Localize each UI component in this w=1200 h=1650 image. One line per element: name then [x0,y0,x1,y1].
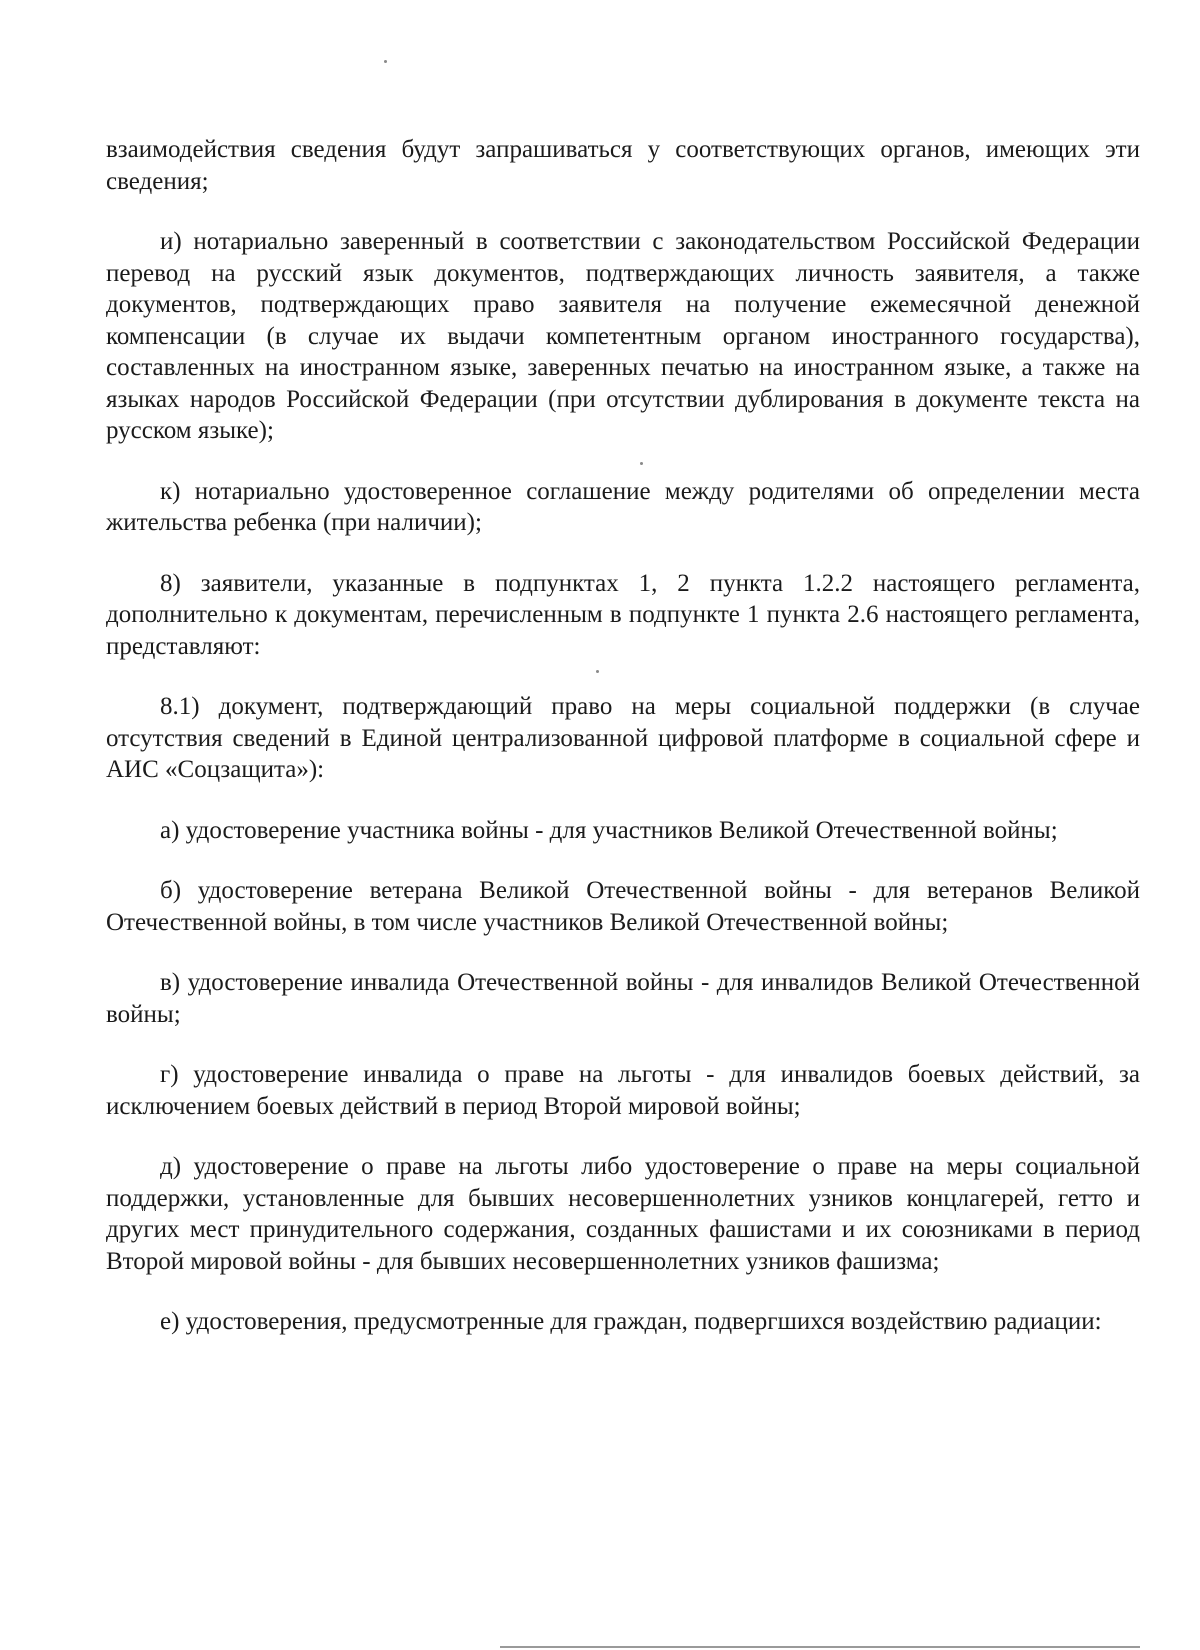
paragraph-item-8-1: 8.1) документ, подтверждающий право на меры социальной поддержки (в случае отсутствия сведений в Единой централизованной цифровой платформе в социальной сфере и АИС «Соцзащита»): [106,693,1140,783]
paragraph-continuation: взаимодействия сведения будут запрашиваться у соответствующих органов, имеющих эти сведения; [106,136,1140,195]
scan-speck [384,60,387,63]
paragraph-item-i: и) нотариально заверенный в соответствии с законодательством Российской Федерации перевод на русский язык документов, подтверждающих личность заявителя, а также документов, подтверждающих право заявителя на получение ежемесячной денежной компенсации (в случае их выдачи компетентным органом иностранного государства), составленных на иностранном языке, заверенных печатью на иностранном языке, а также на языках народов Российской Федерации (при отсутствии дублирования в документе текста на русском языке); [106,228,1140,444]
paragraph-item-v: в) удостоверение инвалида Отечественной войны - для инвалидов Великой Отечественной войны; [106,969,1140,1028]
document-body [106,134,1140,1367]
paragraph-item-g: г) удостоверение инвалида о праве на льготы - для инвалидов боевых действий, за исключением боевых действий в период Второй мировой войны; [106,1061,1140,1120]
paragraph-item-a: а) удостоверение участника войны - для участников Великой Отечественной войны; [160,816,1058,844]
paragraph-item-k: к) нотариально удостоверенное соглашение между родителями об определении места жительства ребенка (при наличии); [106,477,1140,536]
paragraph-item-8: 8) заявители, указанные в подпунктах 1, 2 пункта 1.2.2 настоящего регламента, дополнительно к документам, перечисленным в подпункте 1 пункта 2.6 настоящего регламента, представляют: [106,569,1140,660]
paragraph-item-e: е) удостоверения, предусмотренные для граждан, подвергшихся воздействию радиации: [160,1308,1102,1335]
paragraph-item-d: д) удостоверение о праве на льготы либо удостоверение о праве на меры социальной поддержки, установленные для бывших несовершеннолетних узников концлагерей, гетто и других мест принудительного содержания, созданных фашистами и их союзниками в период Второй мировой войны - для бывших несовершеннолетних узников фашизма; [106,1153,1140,1275]
scan-edge-line [500,1646,1140,1648]
paragraph-item-b: б) удостоверение ветерана Великой Отечественной войны - для ветеранов Великой Отечественной войны, в том числе участников Великой Отечественной войны; [106,877,1140,936]
